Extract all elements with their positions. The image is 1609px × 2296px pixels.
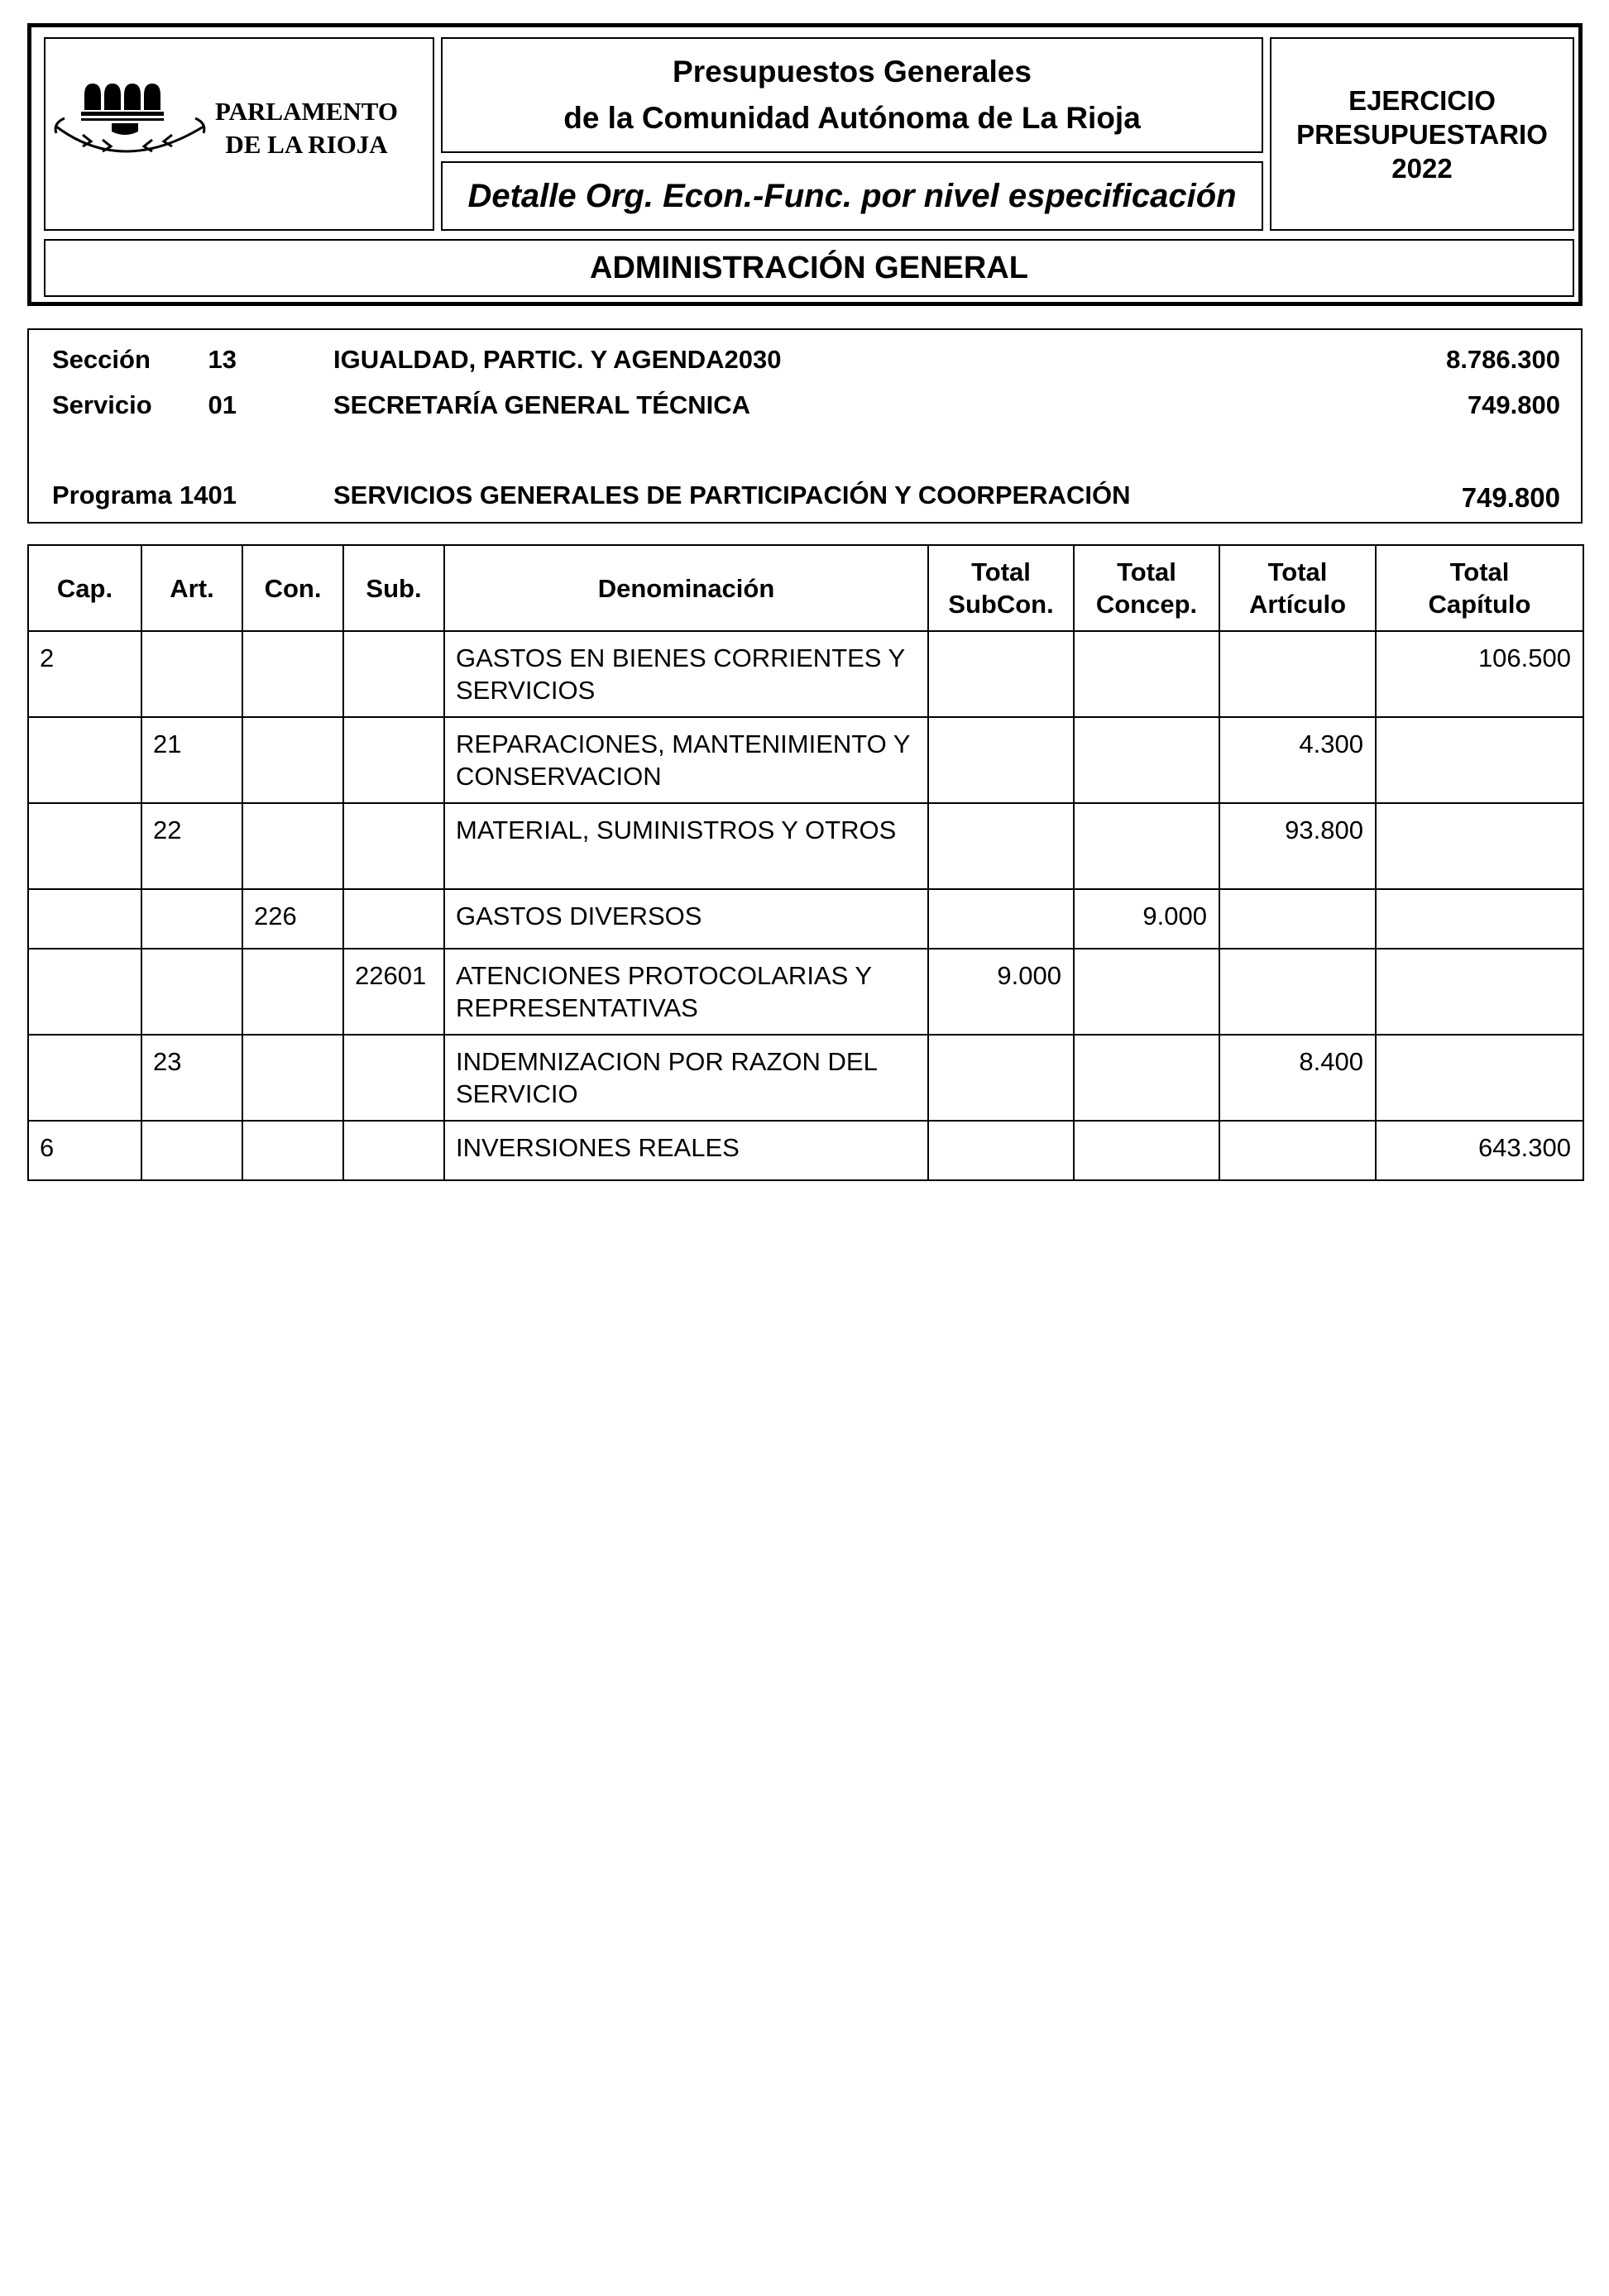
- document-title: [563, 49, 1141, 141]
- admin-title: ADMINISTRACIÓN GENERAL: [590, 250, 1028, 285]
- cell-denominacion: GASTOS EN BIENES CORRIENTES Y SERVICIOS: [444, 631, 928, 717]
- cell-total-concep: [1074, 717, 1219, 803]
- header-total-capitulo: Total Capítulo: [1376, 545, 1583, 631]
- ejercicio-year: 2022: [1391, 152, 1453, 184]
- header-sub: Sub.: [343, 545, 444, 631]
- programa-label: Programa: [52, 481, 172, 509]
- section-row: [29, 337, 1581, 378]
- header-frame: [27, 23, 1583, 306]
- subtitle-box: [441, 161, 1263, 231]
- cell-cap: [28, 1035, 141, 1121]
- cell-sub: [343, 1035, 444, 1121]
- cell-total-articulo: [1219, 631, 1376, 717]
- seccion-label: Sección: [52, 345, 151, 374]
- cell-total-capitulo: 106.500: [1376, 631, 1583, 717]
- cell-con: [242, 631, 343, 717]
- cell-total-capitulo: [1376, 949, 1583, 1035]
- ejercicio-line-1: EJERCICIO: [1348, 84, 1496, 116]
- table-row: [28, 949, 1583, 1035]
- cell-art: [141, 889, 242, 949]
- servicio-row: [29, 382, 1581, 423]
- cell-denominacion: INDEMNIZACION POR RAZON DEL SERVICIO: [444, 1035, 928, 1121]
- cell-total-concep: [1074, 949, 1219, 1035]
- cell-sub: [343, 1121, 444, 1180]
- section-info: [27, 328, 1583, 524]
- header-cap: Cap.: [28, 545, 141, 631]
- admin-box: [44, 239, 1574, 297]
- cell-sub: [343, 803, 444, 889]
- programa-amount: 749.800: [1461, 482, 1560, 513]
- table-header-row: [28, 545, 1583, 631]
- cell-cap: 6: [28, 1121, 141, 1180]
- header-total-articulo: Total Artículo: [1219, 545, 1376, 631]
- cell-cap: 2: [28, 631, 141, 717]
- cell-denominacion: MATERIAL, SUMINISTROS Y OTROS: [444, 803, 928, 889]
- logo-line-2: DE LA RIOJA: [225, 130, 388, 159]
- cell-art: [141, 1121, 242, 1180]
- cell-art: [141, 949, 242, 1035]
- cell-denominacion: GASTOS DIVERSOS: [444, 889, 928, 949]
- cell-total-articulo: 4.300: [1219, 717, 1376, 803]
- seccion-code: 13: [208, 345, 237, 374]
- cell-total-concep: [1074, 1121, 1219, 1180]
- cell-art: 21: [141, 717, 242, 803]
- table-row: [28, 1035, 1583, 1121]
- cell-sub: [343, 631, 444, 717]
- cell-total-concep: [1074, 631, 1219, 717]
- cell-total-capitulo: [1376, 717, 1583, 803]
- document-subtitle: Detalle Org. Econ.-Func. por nivel especificación: [467, 177, 1237, 214]
- cell-total-concep: [1074, 1035, 1219, 1121]
- cell-total-articulo: [1219, 949, 1376, 1035]
- cell-total-capitulo: [1376, 1035, 1583, 1121]
- logo-text: [215, 95, 398, 161]
- cell-total-concep: [1074, 803, 1219, 889]
- title-box: [441, 37, 1263, 153]
- servicio-name: SECRETARÍA GENERAL TÉCNICA: [333, 390, 751, 419]
- cell-total-articulo: [1219, 889, 1376, 949]
- cell-total-concep: 9.000: [1074, 889, 1219, 949]
- logo-line-1: PARLAMENTO: [215, 97, 399, 126]
- cell-total-subcon: [928, 889, 1074, 949]
- title-line-2: de la Comunidad Autónoma de La Rioja: [563, 101, 1141, 135]
- cell-sub: [343, 889, 444, 949]
- table-row: [28, 1121, 1583, 1180]
- cell-total-capitulo: [1376, 803, 1583, 889]
- budget-table: [27, 544, 1584, 1181]
- cell-total-articulo: 93.800: [1219, 803, 1376, 889]
- cell-total-subcon: 9.000: [928, 949, 1074, 1035]
- cell-total-subcon: [928, 1121, 1074, 1180]
- cell-denominacion: ATENCIONES PROTOCOLARIAS Y REPRESENTATIVAS: [444, 949, 928, 1035]
- table-row: [28, 889, 1583, 949]
- cell-con: [242, 949, 343, 1035]
- cell-denominacion: INVERSIONES REALES: [444, 1121, 928, 1180]
- cell-total-subcon: [928, 1035, 1074, 1121]
- servicio-code: 01: [208, 390, 237, 419]
- cell-con: [242, 717, 343, 803]
- table-row: [28, 631, 1583, 717]
- table-row: [28, 717, 1583, 803]
- servicio-label: Servicio: [52, 390, 152, 419]
- cell-total-capitulo: [1376, 889, 1583, 949]
- cell-con: [242, 803, 343, 889]
- cell-total-articulo: [1219, 1121, 1376, 1180]
- programa-row: [29, 472, 1581, 514]
- ejercicio-box: [1270, 37, 1574, 231]
- cell-cap: [28, 717, 141, 803]
- seccion-name: IGUALDAD, PARTIC. Y AGENDA2030: [333, 345, 782, 374]
- ejercicio-line-2: PRESUPUESTARIO: [1296, 118, 1548, 150]
- cell-total-articulo: 8.400: [1219, 1035, 1376, 1121]
- servicio-amount: 749.800: [1467, 390, 1560, 419]
- logo-box: [44, 37, 434, 231]
- cell-total-subcon: [928, 803, 1074, 889]
- parlamento-logo-icon: [50, 70, 211, 170]
- cell-cap: [28, 889, 141, 949]
- cell-art: 23: [141, 1035, 242, 1121]
- header-con: Con.: [242, 545, 343, 631]
- seccion-amount: 8.786.300: [1446, 345, 1560, 374]
- cell-denominacion: REPARACIONES, MANTENIMIENTO Y CONSERVACION: [444, 717, 928, 803]
- cell-cap: [28, 803, 141, 889]
- cell-art: 22: [141, 803, 242, 889]
- programa-name: SERVICIOS GENERALES DE PARTICIPACIÓN Y COORPERACIÓN: [333, 481, 1131, 509]
- cell-art: [141, 631, 242, 717]
- header-art: Art.: [141, 545, 242, 631]
- cell-total-capitulo: 643.300: [1376, 1121, 1583, 1180]
- header-total-concep: Total Concep.: [1074, 545, 1219, 631]
- cell-total-subcon: [928, 717, 1074, 803]
- title-line-1: Presupuestos Generales: [673, 55, 1032, 88]
- programa-code: 1401: [180, 481, 237, 509]
- cell-cap: [28, 949, 141, 1035]
- cell-con: 226: [242, 889, 343, 949]
- cell-sub: 22601: [343, 949, 444, 1035]
- header-denominacion: Denominación: [444, 545, 928, 631]
- cell-con: [242, 1121, 343, 1180]
- cell-total-subcon: [928, 631, 1074, 717]
- table-row: [28, 803, 1583, 889]
- header-total-subcon: Total SubCon.: [928, 545, 1074, 631]
- cell-con: [242, 1035, 343, 1121]
- cell-sub: [343, 717, 444, 803]
